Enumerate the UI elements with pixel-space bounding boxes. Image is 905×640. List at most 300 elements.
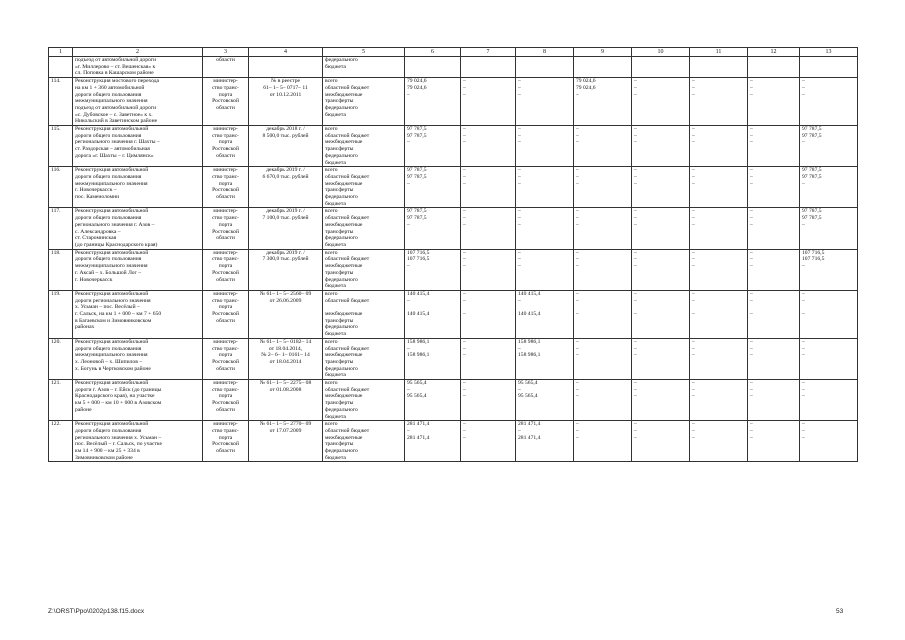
row-number: 117.	[49, 208, 73, 249]
value-line: –	[802, 297, 805, 304]
value-line: –	[750, 139, 753, 146]
value-line: –	[750, 345, 753, 352]
value-line: –	[750, 427, 753, 434]
col-num-2: 2	[73, 48, 203, 57]
customer-line: ство транс-	[212, 84, 239, 91]
value-cell-col-13	[800, 126, 858, 167]
funding-source-line: федерального	[325, 365, 358, 372]
value-line: 97 787,5	[407, 208, 427, 215]
funding-source-line: межбюджетные	[325, 180, 363, 187]
customer-line: ство транс-	[212, 132, 239, 139]
object-name-line: Реконструкция автомобильной	[75, 249, 149, 256]
value-line: –	[576, 180, 579, 187]
funding-source-cell	[323, 421, 405, 462]
value-line: 97 787,5	[407, 126, 427, 133]
row-number: 114.	[49, 78, 73, 126]
object-name-line: г. Новочеркасск	[75, 276, 113, 283]
value-line	[634, 304, 687, 311]
value-line: –	[634, 352, 637, 359]
funding-source-line: областной бюджет	[325, 386, 370, 393]
customer-line: области	[216, 406, 235, 413]
value-cell-col-11	[690, 290, 748, 338]
value-cell-col-10	[632, 380, 690, 421]
customer-line: порта	[218, 393, 233, 400]
value-cell-col-13	[800, 167, 858, 208]
value-line: –	[802, 421, 805, 428]
funding-source-line: всего	[325, 380, 338, 387]
funding-source-line: всего	[325, 126, 338, 133]
customer-line: Ростовской	[212, 228, 239, 235]
funding-source-line: федерального	[325, 194, 358, 201]
value-cell-col-8	[516, 338, 574, 379]
cont-empty	[690, 57, 748, 78]
value-cell-col-8	[516, 78, 574, 126]
value-cell-col-7	[461, 78, 516, 126]
customer-line: Ростовской	[212, 400, 239, 407]
value-cell-col-13	[800, 421, 858, 462]
value-cell-col-6	[405, 249, 461, 290]
funding-source-line: бюджета	[325, 200, 346, 207]
value-cell-col-8	[516, 421, 574, 462]
customer-line: министер-	[213, 167, 238, 174]
customer-line: порта	[218, 180, 233, 187]
object-name-cell	[73, 208, 203, 249]
col-num-12: 12	[748, 48, 800, 57]
value-line: –	[750, 263, 753, 270]
value-line: –	[576, 91, 579, 98]
document-line: № 61– 1– 5– 2770– 09	[259, 421, 312, 428]
funding-source-line: всего	[325, 338, 338, 345]
value-line: –	[692, 290, 695, 297]
col-num-7: 7	[461, 48, 516, 57]
value-cell-col-10	[632, 249, 690, 290]
value-cell-col-7	[461, 126, 516, 167]
value-line: –	[692, 249, 695, 256]
object-name-line: районе	[75, 406, 92, 413]
object-name-line: дороги общего пользования	[75, 132, 142, 139]
object-name-cell	[73, 167, 203, 208]
funding-source-line: бюджета	[325, 331, 346, 338]
value-cell-col-7	[461, 380, 516, 421]
object-name-line: Реконструкция автомобильной	[75, 421, 149, 428]
value-line: –	[518, 215, 521, 222]
value-line: –	[518, 139, 521, 146]
funding-source-line: всего	[325, 249, 338, 256]
value-line: –	[518, 263, 521, 270]
table-row	[49, 338, 858, 379]
customer-line: области	[216, 235, 235, 242]
col-num-6: 6	[405, 48, 461, 57]
cont-customer	[203, 57, 249, 78]
object-name-line: дороги общего пользования	[75, 173, 142, 180]
funding-source-line: межбюджетные	[325, 434, 363, 441]
value-cell-col-11	[690, 380, 748, 421]
value-line: –	[576, 352, 579, 359]
object-name-line: ст. Раздорская – автомобильная	[75, 146, 150, 153]
value-line: –	[750, 256, 753, 263]
value-line: –	[634, 173, 637, 180]
customer-line: ство транс-	[212, 345, 239, 352]
document-line: № 61– 1– 5– 0182– 14	[259, 338, 312, 345]
object-name-cell	[73, 126, 203, 167]
funding-source-line: трансферты	[325, 317, 354, 324]
value-line: –	[692, 427, 695, 434]
value-cell-col-6	[405, 380, 461, 421]
table-row	[49, 249, 858, 290]
cont-empty	[574, 57, 632, 78]
object-name-line: пос. Каменоломни	[75, 194, 120, 201]
value-cell-col-10	[632, 208, 690, 249]
value-line: –	[634, 311, 637, 318]
value-line: –	[750, 208, 753, 215]
value-line: –	[634, 215, 637, 222]
object-name-line: Реконструкция автомобильной	[75, 290, 149, 297]
object-name-line: дороги общего пользования	[75, 91, 142, 98]
object-name-line: ст. Староминская	[75, 235, 117, 242]
funding-source-line: федерального	[325, 324, 358, 331]
customer-line: министер-	[213, 338, 238, 345]
value-cell-col-11	[690, 208, 748, 249]
value-line: –	[634, 297, 637, 304]
value-cell-col-6	[405, 208, 461, 249]
customer-line: Ростовской	[212, 269, 239, 276]
object-name-line: регионального значения х. Усьман –	[75, 434, 162, 441]
customer-line: ство транс-	[212, 256, 239, 263]
funding-source-line: трансферты	[325, 441, 354, 448]
value-cell-col-7	[461, 290, 516, 338]
value-line: –	[576, 380, 579, 387]
object-name-line: г. Новочеркасск –	[75, 187, 117, 194]
value-cell-col-13	[800, 208, 858, 249]
value-line: –	[576, 139, 579, 146]
value-cell-col-7	[461, 338, 516, 379]
value-line: –	[692, 345, 695, 352]
object-name-line: «с. Дубовское – с. Заветное» к х.	[75, 111, 153, 118]
value-line: –	[407, 263, 410, 270]
value-line: –	[576, 126, 579, 133]
value-line: –	[576, 421, 579, 428]
value-line: –	[576, 290, 579, 297]
value-line: –	[634, 78, 637, 85]
customer-line: министер-	[213, 249, 238, 256]
value-line: –	[576, 386, 579, 393]
funding-source-line: областной бюджет	[325, 297, 370, 304]
value-line: –	[407, 345, 410, 352]
value-line: 95 565,4	[518, 393, 538, 400]
value-line: –	[692, 78, 695, 85]
value-cell-col-9	[574, 380, 632, 421]
funding-source-line: всего	[325, 78, 338, 85]
funding-source-line: трансферты	[325, 146, 354, 153]
value-line: –	[407, 180, 410, 187]
object-name-line: х. Леоновой – х. Шипилов –	[75, 358, 143, 365]
value-cell-col-8	[516, 126, 574, 167]
cont-source-line: бюджета	[325, 63, 346, 70]
value-line: –	[750, 380, 753, 387]
funding-source-line: всего	[325, 290, 338, 297]
value-line: –	[463, 78, 466, 85]
value-line: –	[750, 215, 753, 222]
customer-cell	[203, 249, 249, 290]
object-name-line: (до границы Краснодарского края)	[75, 241, 158, 248]
value-line: –	[692, 173, 695, 180]
value-cell-col-12	[748, 167, 800, 208]
funding-source-line: трансферты	[325, 187, 354, 194]
value-cell-col-10	[632, 126, 690, 167]
value-line: 107 716,5	[802, 256, 825, 263]
value-line: –	[634, 208, 637, 215]
value-line: –	[518, 132, 521, 139]
value-line: 97 787,5	[407, 215, 427, 222]
customer-cell	[203, 380, 249, 421]
value-line: –	[463, 249, 466, 256]
funding-source-line: федерального	[325, 276, 358, 283]
value-line: –	[634, 380, 637, 387]
value-line: –	[576, 208, 579, 215]
document-line: от 18.04.2014,	[268, 345, 303, 352]
object-name-line: км 5 + 000 – км 10 + 000 в Азовском	[75, 400, 162, 407]
value-line: –	[802, 386, 805, 393]
customer-line: порта	[218, 263, 233, 270]
value-line: –	[407, 139, 410, 146]
customer-cell	[203, 167, 249, 208]
value-line: –	[634, 434, 637, 441]
value-cell-col-12	[748, 290, 800, 338]
customer-line: порта	[218, 304, 233, 311]
table-row	[49, 208, 858, 249]
funding-source-line: областной бюджет	[325, 427, 370, 434]
value-cell-col-12	[748, 126, 800, 167]
value-cell-col-8	[516, 380, 574, 421]
funding-source-line: межбюджетные	[325, 91, 363, 98]
value-line: –	[576, 215, 579, 222]
object-name-cell	[73, 338, 203, 379]
customer-line: порта	[218, 434, 233, 441]
value-line: –	[518, 221, 521, 228]
value-line: –	[692, 421, 695, 428]
value-line: –	[750, 338, 753, 345]
funding-source-line: областной бюджет	[325, 132, 370, 139]
col-num-13: 13	[800, 48, 858, 57]
value-line: –	[692, 434, 695, 441]
object-name-line: г. Аксай – х. Большой Лог –	[75, 269, 142, 276]
customer-cell	[203, 208, 249, 249]
value-cell-col-8	[516, 249, 574, 290]
value-cell-col-6	[405, 78, 461, 126]
funding-source-line: бюджета	[325, 413, 346, 420]
cont-object-line: «г. Миллерово – ст. Вешенская» к	[75, 63, 156, 70]
value-line: –	[518, 167, 521, 174]
funding-source-line: межбюджетные	[325, 352, 363, 359]
value-line: –	[634, 221, 637, 228]
document-cell	[249, 380, 323, 421]
object-name-line: Реконструкция автомобильной	[75, 208, 149, 215]
document-line: № 2– 6– 1– 0161– 14	[261, 352, 310, 359]
value-cell-col-9	[574, 338, 632, 379]
value-line: 140 415,4	[407, 311, 430, 318]
value-cell-col-11	[690, 338, 748, 379]
value-cell-col-8	[516, 208, 574, 249]
cont-empty	[516, 57, 574, 78]
funding-source-cell	[323, 249, 405, 290]
customer-line: порта	[218, 91, 233, 98]
value-cell-col-13	[800, 249, 858, 290]
value-line: –	[692, 84, 695, 91]
value-line: –	[802, 221, 805, 228]
value-line: –	[463, 84, 466, 91]
value-line: 79 024,6	[407, 78, 427, 85]
value-line: –	[518, 208, 521, 215]
value-line: –	[407, 91, 410, 98]
funding-source-line: бюджета	[325, 283, 346, 290]
document-line: декабрь 2019 г. /	[266, 249, 305, 256]
value-line: –	[692, 91, 695, 98]
customer-line: министер-	[213, 290, 238, 297]
value-cell-col-9	[574, 126, 632, 167]
value-line: –	[802, 427, 805, 434]
value-line	[576, 304, 629, 311]
object-name-cell	[73, 421, 203, 462]
object-name-line: районах	[75, 324, 95, 331]
object-name-line: дороги общего пользования	[75, 345, 142, 352]
customer-line: министер-	[213, 126, 238, 133]
customer-line: Ростовской	[212, 358, 239, 365]
funding-source-line: областной бюджет	[325, 173, 370, 180]
value-line	[518, 304, 571, 311]
value-line: –	[518, 173, 521, 180]
value-line: 79 024,6	[576, 84, 596, 91]
object-name-line: Реконструкция автомобильной	[75, 167, 149, 174]
value-line: –	[518, 78, 521, 85]
funding-source-cell	[323, 290, 405, 338]
value-line: –	[576, 311, 579, 318]
funding-source-line: межбюджетные	[325, 393, 363, 400]
row-number: 118.	[49, 249, 73, 290]
funding-source-line: всего	[325, 208, 338, 215]
object-name-line: х. Богунь в Чертковском районе	[75, 365, 151, 372]
value-line: –	[634, 345, 637, 352]
value-line: –	[576, 263, 579, 270]
cont-empty	[800, 57, 858, 78]
object-name-line: регионального значения г. Азов –	[75, 221, 155, 228]
cont-object	[73, 57, 203, 78]
document-line: 7 300,0 тыс. рублей	[262, 256, 309, 263]
object-name-cell	[73, 290, 203, 338]
value-line: –	[750, 180, 753, 187]
value-line: –	[750, 290, 753, 297]
value-line: 107 716,5	[407, 249, 430, 256]
value-line: –	[750, 393, 753, 400]
value-line: –	[802, 139, 805, 146]
funding-source-line: межбюджетные	[325, 139, 363, 146]
funding-source-line	[325, 304, 402, 311]
value-line: 107 716,5	[407, 256, 430, 263]
value-line: –	[692, 132, 695, 139]
value-cell-col-13	[800, 78, 858, 126]
document-line: 6 670,0 тыс. рублей	[262, 173, 309, 180]
value-cell-col-7	[461, 167, 516, 208]
value-line: –	[576, 345, 579, 352]
value-line: 97 787,5	[407, 132, 427, 139]
customer-line: порта	[218, 221, 233, 228]
value-line: –	[750, 173, 753, 180]
value-line: –	[692, 180, 695, 187]
customer-line: области	[216, 276, 235, 283]
value-line: –	[692, 297, 695, 304]
funding-source-line: бюджета	[325, 159, 346, 166]
customer-line: министер-	[213, 208, 238, 215]
value-line: –	[692, 256, 695, 263]
row-number: 116.	[49, 167, 73, 208]
col-num-10: 10	[632, 48, 690, 57]
object-name-line: на км 1 + 360 автомобильной	[75, 84, 145, 91]
value-line: –	[750, 311, 753, 318]
value-cell-col-12	[748, 421, 800, 462]
customer-cell	[203, 78, 249, 126]
cont-empty	[748, 57, 800, 78]
document-cell	[249, 290, 323, 338]
value-line: –	[463, 421, 466, 428]
table-row	[49, 380, 858, 421]
value-cell-col-7	[461, 208, 516, 249]
object-name-line: межмуниципального значения	[75, 263, 148, 270]
document-cell	[249, 421, 323, 462]
value-cell-col-11	[690, 126, 748, 167]
value-cell-col-12	[748, 249, 800, 290]
value-cell-col-12	[748, 338, 800, 379]
value-line: –	[750, 167, 753, 174]
value-line: –	[692, 208, 695, 215]
document-line: 61– 1– 5– 0717– 11	[263, 84, 308, 91]
value-cell-col-7	[461, 249, 516, 290]
funding-source-line: межбюджетные	[325, 311, 363, 318]
table-row	[49, 126, 858, 167]
object-name-line: Реконструкция автомобильной	[75, 126, 149, 133]
customer-line: области	[216, 194, 235, 201]
funding-source-line: всего	[325, 421, 338, 428]
object-name-line: дороги общего пользования	[75, 427, 142, 434]
value-line: –	[802, 345, 805, 352]
customer-cell	[203, 126, 249, 167]
document-line: 7 100,0 тыс. рублей	[262, 215, 309, 222]
value-line: –	[463, 208, 466, 215]
customer-cell	[203, 421, 249, 462]
value-line: 140 415,4	[518, 311, 541, 318]
cont-empty	[405, 57, 461, 78]
value-cell-col-6	[405, 338, 461, 379]
footer-file-path: Z:\ORST\Ppo\0202p138.f15.docx	[48, 608, 145, 615]
value-line: –	[802, 338, 805, 345]
value-line: –	[802, 352, 805, 359]
document-line: декабрь 2019 г. /	[266, 208, 305, 215]
value-line: –	[750, 84, 753, 91]
document-cell	[249, 78, 323, 126]
value-cell-col-9	[574, 290, 632, 338]
table-row	[49, 290, 858, 338]
value-line: –	[463, 221, 466, 228]
document-sheet	[48, 47, 857, 462]
customer-line: порта	[218, 139, 233, 146]
value-line: –	[802, 380, 805, 387]
continuation-row	[49, 57, 858, 78]
value-line: –	[634, 91, 637, 98]
value-line: –	[802, 311, 805, 318]
value-line: 97 787,5	[802, 167, 822, 174]
value-line: –	[750, 91, 753, 98]
value-cell-col-6	[405, 126, 461, 167]
value-line: –	[692, 352, 695, 359]
value-line: –	[802, 290, 805, 297]
